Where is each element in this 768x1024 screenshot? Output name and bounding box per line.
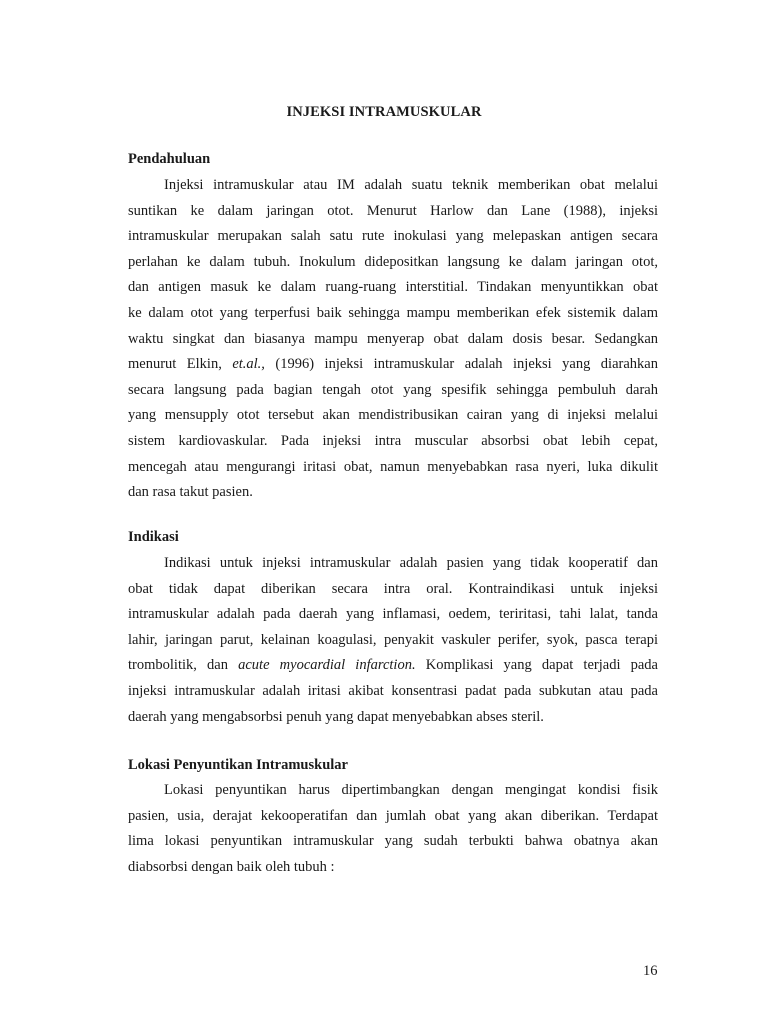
- text-line: diabsorbsi dengan baik oleh tubuh :: [128, 858, 335, 875]
- text-line: lahir, jaringan parut, kelainan koagulasi, penyakit vaskuler perifer, syok, pasca terapi: [128, 631, 658, 648]
- text-line: ke dalam otot yang terperfusi baik sehingga mampu memberikan efek sistemik dalam: [128, 304, 658, 321]
- text-line: intramuskular adalah pada daerah yang inflamasi, oedem, teriritasi, tahi lalat, tanda: [128, 606, 658, 623]
- text-run: (1996) injeksi intramuskular adalah injeksi yang diarahkan: [264, 356, 658, 373]
- paragraph-lokasi: [128, 778, 658, 880]
- text-line: perlahan ke dalam tubuh. Inokulum didepositkan langsung ke dalam jaringan otot,: [128, 253, 658, 270]
- text-line: obat tidak dapat diberikan secara intra oral. Kontraindikasi untuk injeksi: [128, 580, 658, 597]
- text-line: Injeksi intramuskular atau IM adalah suatu teknik memberikan obat melalui: [164, 177, 658, 193]
- italic-citation: et.al.,: [232, 356, 265, 373]
- text-line: dan antigen masuk ke dalam ruang-ruang interstitial. Tindakan menyuntikkan obat: [128, 279, 658, 296]
- text-line: pasien, usia, derajat kekooperatifan dan jumlah obat yang akan diberikan. Terdapat: [128, 807, 658, 824]
- text-line: Lokasi penyuntikan harus dipertimbangkan dengan mengingat kondisi fisik: [164, 782, 658, 798]
- text-line: dan rasa takut pasien.: [128, 484, 253, 501]
- text-run: Komplikasi yang dapat terjadi pada: [415, 657, 658, 674]
- document-title: INJEKSI INTRAMUSKULAR: [286, 104, 482, 120]
- text-line: [128, 653, 658, 679]
- text-line: suntikan ke dalam jaringan otot. Menurut Harlow dan Lane (1988), injeksi: [128, 202, 658, 219]
- section-heading-lokasi: Lokasi Penyuntikan Intramuskular: [128, 757, 348, 773]
- text-line: lima lokasi penyuntikan intramuskular yang sudah terbukti bahwa obatnya akan: [128, 833, 658, 850]
- text-run: trombolitik, dan: [128, 657, 239, 674]
- text-line: secara langsung pada bagian tengah otot yang spesifik sehingga pembuluh darah: [128, 381, 658, 398]
- text-line: waktu singkat dan biasanya mampu menyerap obat dalam dosis besar. Sedangkan: [128, 330, 658, 347]
- text-line: mencegah atau mengurangi iritasi obat, namun menyebabkan rasa nyeri, luka dikulit: [128, 458, 658, 475]
- text-line: intramuskular merupakan salah satu rute inokulasi yang melepaskan antigen secara: [128, 228, 658, 245]
- text-line: Indikasi untuk injeksi intramuskular adalah pasien yang tidak kooperatif dan: [164, 555, 658, 571]
- text-run: menurut Elkin,: [128, 356, 233, 373]
- section-heading-pendahuluan: Pendahuluan: [128, 151, 211, 167]
- italic-term: acute myocardial infarction.: [238, 657, 416, 674]
- section-heading-indikasi: Indikasi: [128, 529, 179, 545]
- text-line: [128, 352, 658, 378]
- paragraph-pendahuluan: [128, 173, 658, 506]
- page-number: 16: [643, 963, 658, 979]
- text-line: daerah yang mengabsorbsi penuh yang dapat menyebabkan abses steril.: [128, 708, 544, 725]
- paragraph-indikasi: [128, 551, 658, 730]
- text-line: yang mensupply otot tersebut akan mendistribusikan cairan yang di injeksi melalui: [128, 407, 658, 424]
- text-line: sistem kardiovaskular. Pada injeksi intra muscular absorbsi obat lebih cepat,: [128, 432, 658, 449]
- text-line: injeksi intramuskular adalah iritasi akibat konsentrasi padat pada subkutan atau pada: [128, 682, 658, 699]
